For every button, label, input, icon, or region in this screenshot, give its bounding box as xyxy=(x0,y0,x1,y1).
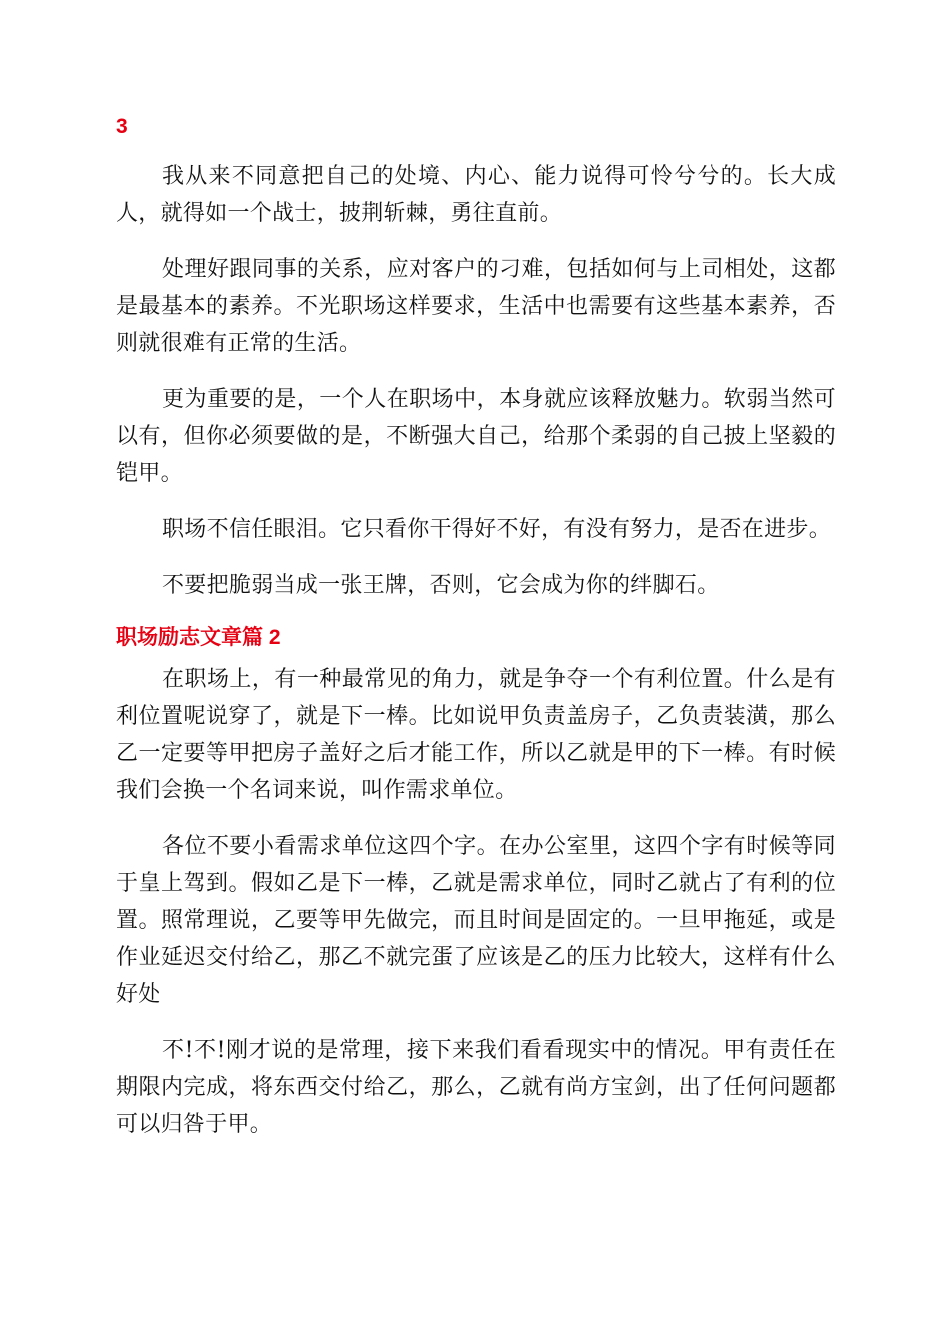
paragraph: 处理好跟同事的关系，应对客户的刁难，包括如何与上司相处，这都是最基本的素养。不光职场这样要求，生活中也需要有这些基本素养，否则就很难有正常的生活。 xyxy=(116,257,836,356)
paragraph: 在职场上，有一种最常见的角力，就是争夺一个有利位置。什么是有利位置呢说穿了，就是下一棒。比如说甲负责盖房子，乙负责装潢，那么乙一定要等甲把房子盖好之后才能工作，所以乙就是甲的下一棒。有时候我们会换一个名词来说，叫作需求单位。 xyxy=(116,667,836,803)
paragraph: 各位不要小看需求单位这四个字。在办公室里，这四个字有时候等同于皇上驾到。假如乙是下一棒，乙就是需求单位，同时乙就占了有利的位置。照常理说，乙要等甲先做完，而且时间是固定的。一旦甲拖延，或是作业延迟交付给乙，那乙不就完蛋了应该是乙的压力比较大，这样有什么好处 xyxy=(116,834,836,1007)
paragraph: 更为重要的是，一个人在职场中，本身就应该释放魅力。软弱当然可以有，但你必须要做的是，不断强大自己，给那个柔弱的自己披上坚毅的铠甲。 xyxy=(116,387,836,486)
section-number-heading: 3 xyxy=(116,115,128,138)
paragraph: 不要把脆弱当成一张王牌，否则，它会成为你的绊脚石。 xyxy=(162,573,720,598)
paragraph: 职场不信任眼泪。它只看你干得好不好，有没有努力，是否在进步。 xyxy=(162,517,832,542)
section-title-heading: 职场励志文章篇 2 xyxy=(116,626,281,649)
paragraph: 我从来不同意把自己的处境、内心、能力说得可怜兮兮的。长大成人，就得如一个战士，披荆斩棘，勇往直前。 xyxy=(116,164,836,226)
paragraph: 不!不!刚才说的是常理，接下来我们看看现实中的情况。甲有责任在期限内完成，将东西交付给乙，那么，乙就有尚方宝剑，出了任何问题都可以归咎于甲。 xyxy=(116,1038,836,1137)
document-page xyxy=(116,112,836,1162)
